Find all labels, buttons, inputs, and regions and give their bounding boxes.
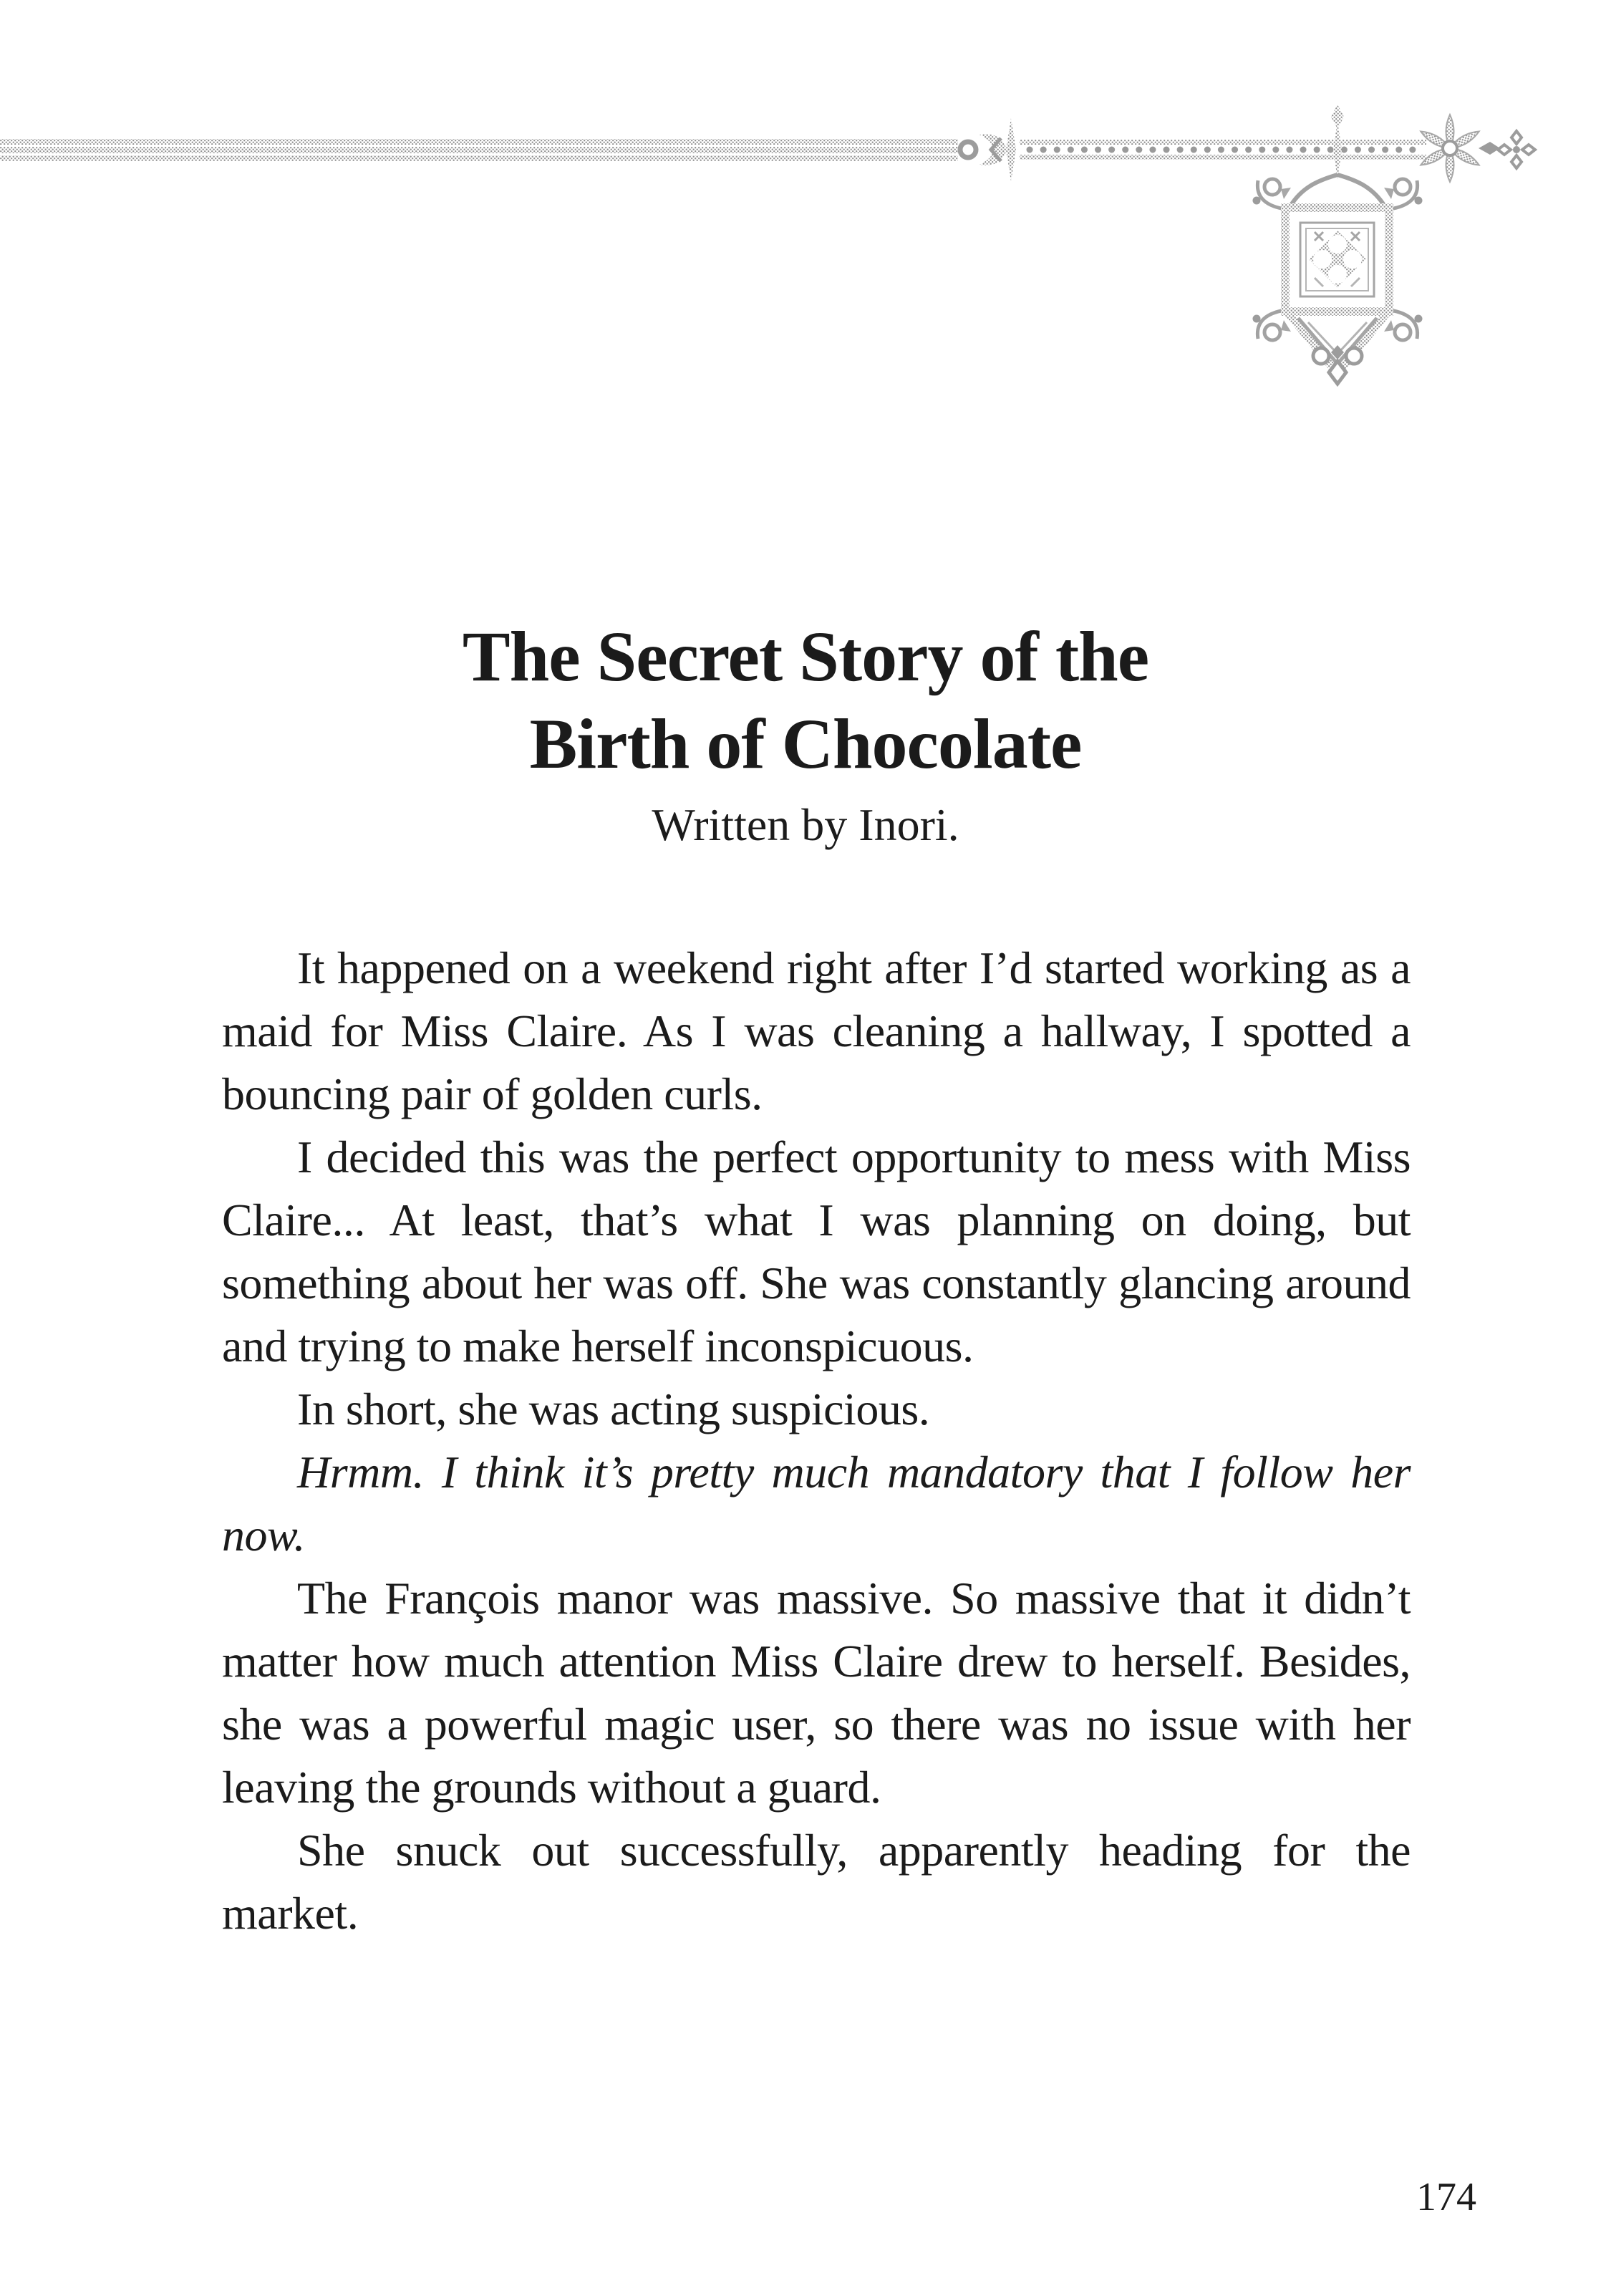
sparkle-icon	[1498, 131, 1535, 168]
paragraph-italic: Hrmm. I think it’s pretty much mandatory that I follow her now.	[222, 1447, 1411, 1561]
paragraph: In short, she was acting suspicious.	[297, 1384, 930, 1434]
paragraph: I decided this was the perfect opportunity to mess with Miss Claire... At least, that’s what I was planning on doing, but something about her was off. She was constantly glancing around and trying to make herself inconspicuous.	[222, 1132, 1411, 1371]
story-text	[222, 937, 1411, 1945]
header-rule	[0, 118, 1426, 181]
engraved-header-ornament	[0, 0, 1611, 473]
paragraph: She snuck out successfully, apparently heading for the market.	[222, 1825, 1411, 1939]
paragraph: It happened on a weekend right after I’d started working as a maid for Miss Claire. As I was cleaning a hallway, I spotted a bouncing pair of golden curls.	[222, 942, 1411, 1119]
chapter-title-line-2: Birth of Chocolate	[529, 704, 1082, 783]
paragraph: The François manor was massive. So massive that it didn’t matter how much attention Miss Claire drew to herself. Besides, she was a powerful magic user, so there was no issue with her leaving the grounds without a guard.	[222, 1573, 1411, 1813]
pendant-ornament	[1253, 105, 1423, 384]
flower-ornament	[1419, 115, 1500, 182]
byline: Written by Inori.	[652, 799, 959, 850]
page-number: 174	[1416, 2175, 1476, 2219]
chapter-title-block	[211, 613, 1400, 854]
chapter-title-line-1: The Secret Story of the	[462, 617, 1149, 696]
